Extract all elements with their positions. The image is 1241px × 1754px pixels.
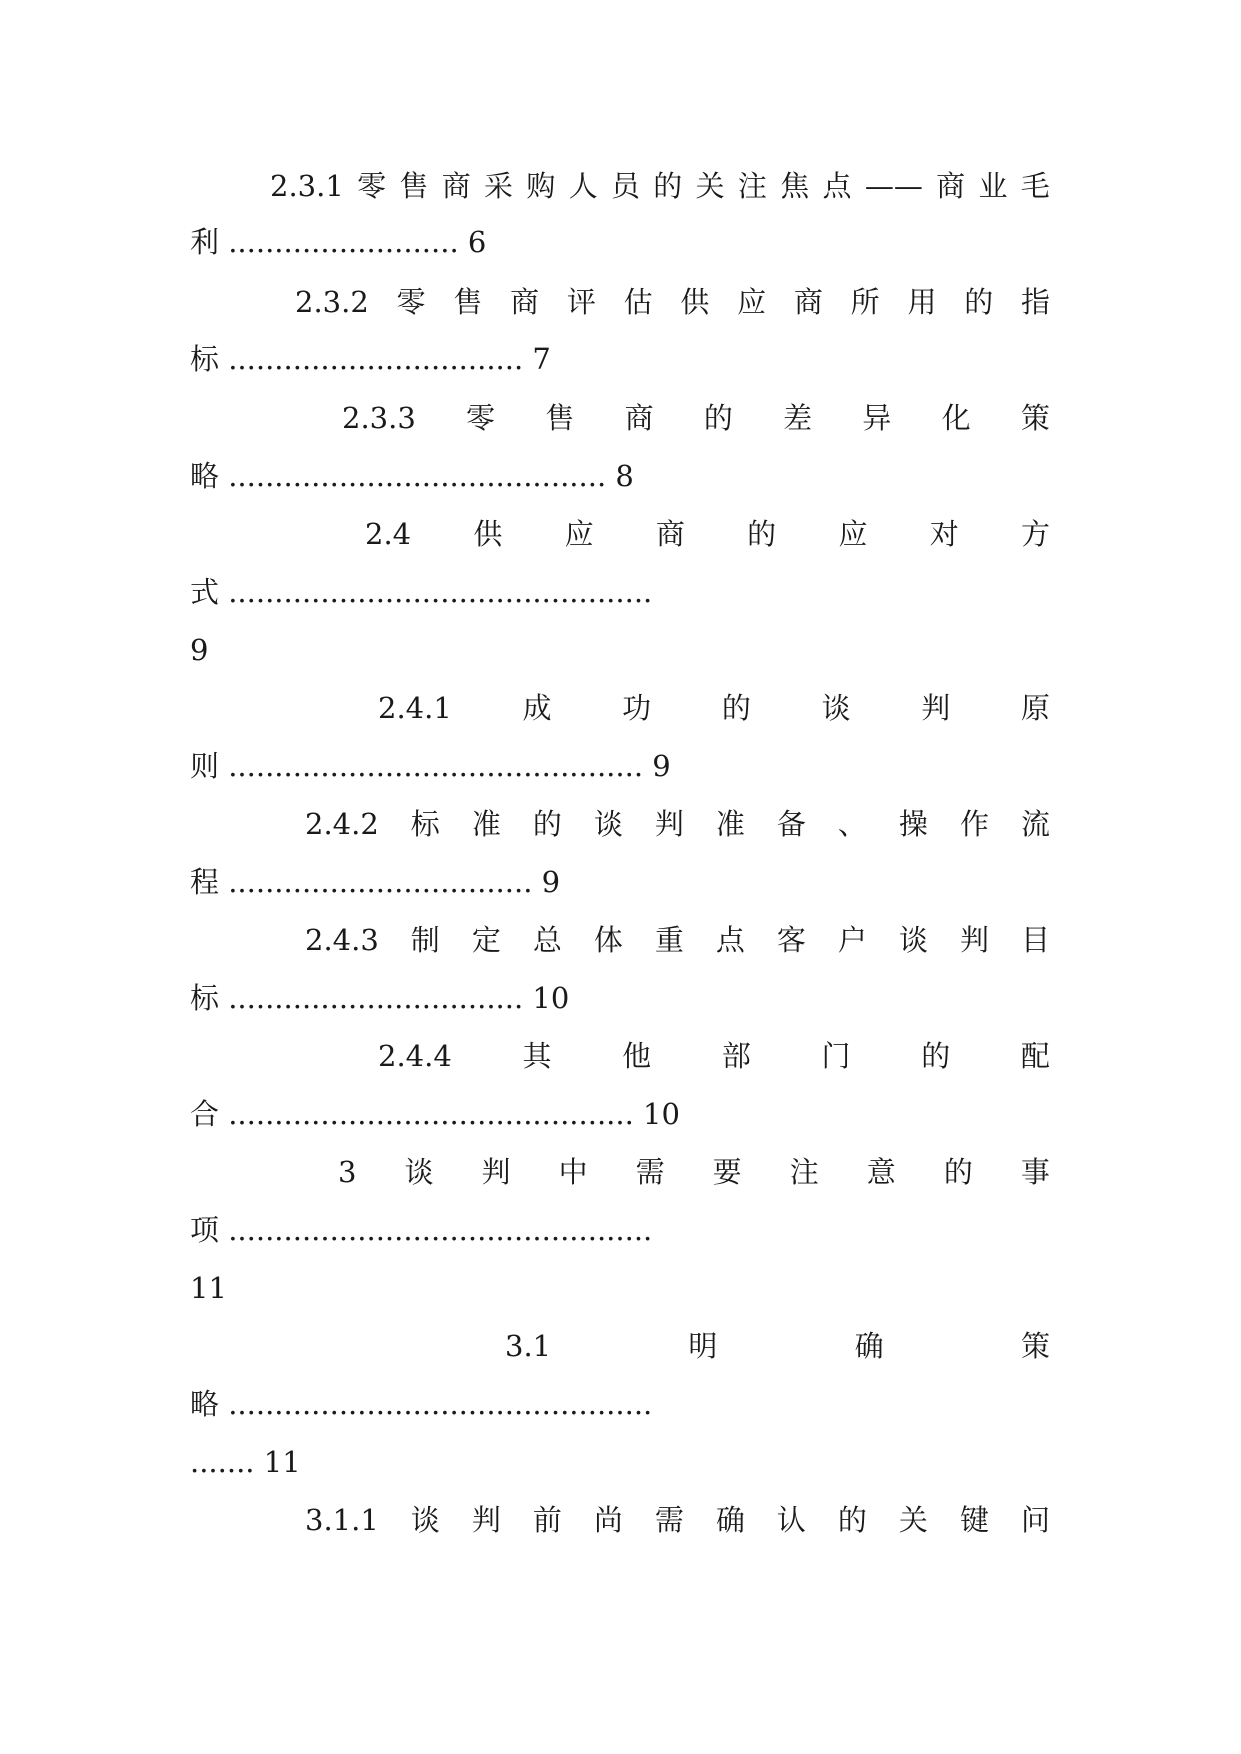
heading-char: 部 <box>721 1039 751 1073</box>
heading-char: 供 <box>473 517 503 551</box>
heading-char: 判 <box>654 807 684 841</box>
heading-char: 关 <box>695 169 725 203</box>
heading-char: 认 <box>776 1503 806 1537</box>
heading-char: 注 <box>789 1155 819 1189</box>
heading-char: 要 <box>712 1155 742 1189</box>
toc-entry-2-4-4-leader: 合 ............................................ 10 <box>190 1097 680 1131</box>
section-number: 2.4.3 <box>305 923 379 957</box>
heading-char: 键 <box>959 1503 989 1537</box>
heading-char: 的 <box>532 807 562 841</box>
toc-entry-2-3-2-heading <box>295 278 1050 326</box>
toc-entry-2-4-4-heading <box>378 1032 1050 1080</box>
heading-char: 毛 <box>1020 169 1050 203</box>
heading-char: 商 <box>624 401 654 435</box>
section-number: 2.4.4 <box>378 1039 452 1073</box>
heading-char: 的 <box>837 1503 867 1537</box>
toc-entry-3-1-leader: 略 .............................................. <box>190 1387 653 1421</box>
heading-char: 、 <box>837 807 867 841</box>
heading-char: 零 <box>466 401 496 435</box>
heading-char: 准 <box>471 807 501 841</box>
heading-char: 的 <box>703 401 733 435</box>
heading-char: 客 <box>776 923 806 957</box>
heading-char: 方 <box>1020 517 1050 551</box>
heading-char: 定 <box>471 923 501 957</box>
heading-char: 购 <box>526 169 556 203</box>
heading-char: 商 <box>936 169 966 203</box>
heading-char: 判 <box>921 691 951 725</box>
heading-char: 事 <box>1020 1155 1050 1189</box>
heading-char: 采 <box>484 169 514 203</box>
toc-entry-2-4-leader: 式 .............................................. <box>190 575 653 609</box>
heading-char: 谈 <box>821 691 851 725</box>
heading-char: 零 <box>396 285 426 319</box>
section-number: 2.3.1 <box>270 169 344 203</box>
heading-char: 配 <box>1020 1039 1050 1073</box>
heading-char: 总 <box>532 923 562 957</box>
heading-char: 流 <box>1020 807 1050 841</box>
toc-entry-3-page-number: 11 <box>190 1271 227 1305</box>
heading-char: 判 <box>481 1155 511 1189</box>
toc-entry-2-3-3-leader: 略 ......................................... 8 <box>190 459 634 493</box>
heading-char: 意 <box>866 1155 896 1189</box>
toc-entry-2-3-1-heading <box>270 162 1050 210</box>
heading-char: 员 <box>610 169 640 203</box>
heading-char: 应 <box>564 517 594 551</box>
toc-entry-2-3-1-leader: 利 ......................... 6 <box>190 225 487 259</box>
toc-entry-3-heading <box>338 1148 1050 1196</box>
toc-entry-2-3-2-leader: 标 ................................ 7 <box>190 342 551 376</box>
heading-char: 中 <box>558 1155 588 1189</box>
heading-char: 对 <box>929 517 959 551</box>
heading-char: 点 <box>822 169 852 203</box>
heading-char: 成 <box>522 691 552 725</box>
section-number: 2.4.1 <box>378 691 452 725</box>
heading-char: 应 <box>737 285 767 319</box>
heading-char: 户 <box>837 923 867 957</box>
heading-char: 用 <box>907 285 937 319</box>
section-number: 2.4.2 <box>305 807 379 841</box>
heading-char: 异 <box>862 401 892 435</box>
heading-char: 谈 <box>593 807 623 841</box>
toc-entry-2-4-1-leader: 则 ............................................. 9 <box>190 749 671 783</box>
heading-char: 重 <box>654 923 684 957</box>
heading-char: 判 <box>959 923 989 957</box>
heading-char: 判 <box>471 1503 501 1537</box>
heading-char: 他 <box>622 1039 652 1073</box>
heading-char: 原 <box>1020 691 1050 725</box>
heading-char: 标 <box>410 807 440 841</box>
heading-char: 化 <box>941 401 971 435</box>
heading-char: 尚 <box>593 1503 623 1537</box>
toc-entry-2-4-1-heading <box>378 684 1050 732</box>
heading-char: 确 <box>854 1329 884 1363</box>
heading-char: 供 <box>680 285 710 319</box>
heading-char: 功 <box>622 691 652 725</box>
heading-char: 商 <box>441 169 471 203</box>
heading-char: 操 <box>898 807 928 841</box>
heading-char: 前 <box>532 1503 562 1537</box>
heading-char: 应 <box>838 517 868 551</box>
heading-char: 评 <box>566 285 596 319</box>
section-number: 3.1 <box>505 1329 552 1363</box>
heading-char: 准 <box>715 807 745 841</box>
heading-char: 商 <box>655 517 685 551</box>
heading-char: 注 <box>737 169 767 203</box>
heading-char: 策 <box>1020 401 1050 435</box>
toc-entry-3-1-1-heading <box>305 1496 1050 1544</box>
toc-entry-2-4-3-heading <box>305 916 1050 964</box>
heading-char: 点 <box>715 923 745 957</box>
section-number: 2.3.2 <box>295 285 369 319</box>
heading-char: 差 <box>783 401 813 435</box>
heading-char: 零 <box>357 169 387 203</box>
heading-char: 的 <box>747 517 777 551</box>
toc-entry-3-leader: 项 .............................................. <box>190 1213 653 1247</box>
heading-char: 门 <box>821 1039 851 1073</box>
heading-char: 指 <box>1020 285 1050 319</box>
heading-char: 需 <box>635 1155 665 1189</box>
heading-char: 售 <box>453 285 483 319</box>
heading-char: 谈 <box>410 1503 440 1537</box>
heading-dash: —— <box>864 169 923 203</box>
heading-char: 的 <box>653 169 683 203</box>
heading-char: 备 <box>776 807 806 841</box>
toc-entry-2-4-2-heading <box>305 800 1050 848</box>
heading-char: 焦 <box>780 169 810 203</box>
toc-entry-2-4-heading <box>365 510 1050 558</box>
section-number: 3 <box>338 1155 357 1189</box>
section-number: 2.4 <box>365 517 412 551</box>
heading-char: 估 <box>623 285 653 319</box>
section-number: 2.3.3 <box>342 401 416 435</box>
heading-char: 人 <box>568 169 598 203</box>
toc-entry-2-4-2-leader: 程 ................................. 9 <box>190 865 561 899</box>
heading-char: 关 <box>898 1503 928 1537</box>
toc-entry-3-1-leader-continued: ....... 11 <box>190 1445 301 1479</box>
heading-char: 的 <box>964 285 994 319</box>
heading-char: 商 <box>793 285 823 319</box>
heading-char: 策 <box>1020 1329 1050 1363</box>
heading-char: 谈 <box>404 1155 434 1189</box>
heading-char: 问 <box>1020 1503 1050 1537</box>
heading-char: 商 <box>510 285 540 319</box>
section-number: 3.1.1 <box>305 1503 379 1537</box>
heading-char: 制 <box>410 923 440 957</box>
heading-char: 体 <box>593 923 623 957</box>
heading-char: 的 <box>943 1155 973 1189</box>
toc-entry-3-1-heading <box>505 1322 1050 1370</box>
heading-char: 业 <box>978 169 1008 203</box>
toc-entry-2-3-3-heading <box>342 394 1050 442</box>
toc-entry-2-4-page-number: 9 <box>190 633 209 667</box>
heading-char: 的 <box>721 691 751 725</box>
toc-entry-2-4-3-leader: 标 ................................ 10 <box>190 981 570 1015</box>
heading-char: 售 <box>399 169 429 203</box>
heading-char: 作 <box>959 807 989 841</box>
heading-char: 售 <box>545 401 575 435</box>
heading-char: 明 <box>688 1329 718 1363</box>
heading-char: 其 <box>522 1039 552 1073</box>
heading-char: 确 <box>715 1503 745 1537</box>
heading-char: 目 <box>1020 923 1050 957</box>
heading-char: 谈 <box>898 923 928 957</box>
heading-char: 所 <box>850 285 880 319</box>
heading-char: 需 <box>654 1503 684 1537</box>
heading-char: 的 <box>921 1039 951 1073</box>
